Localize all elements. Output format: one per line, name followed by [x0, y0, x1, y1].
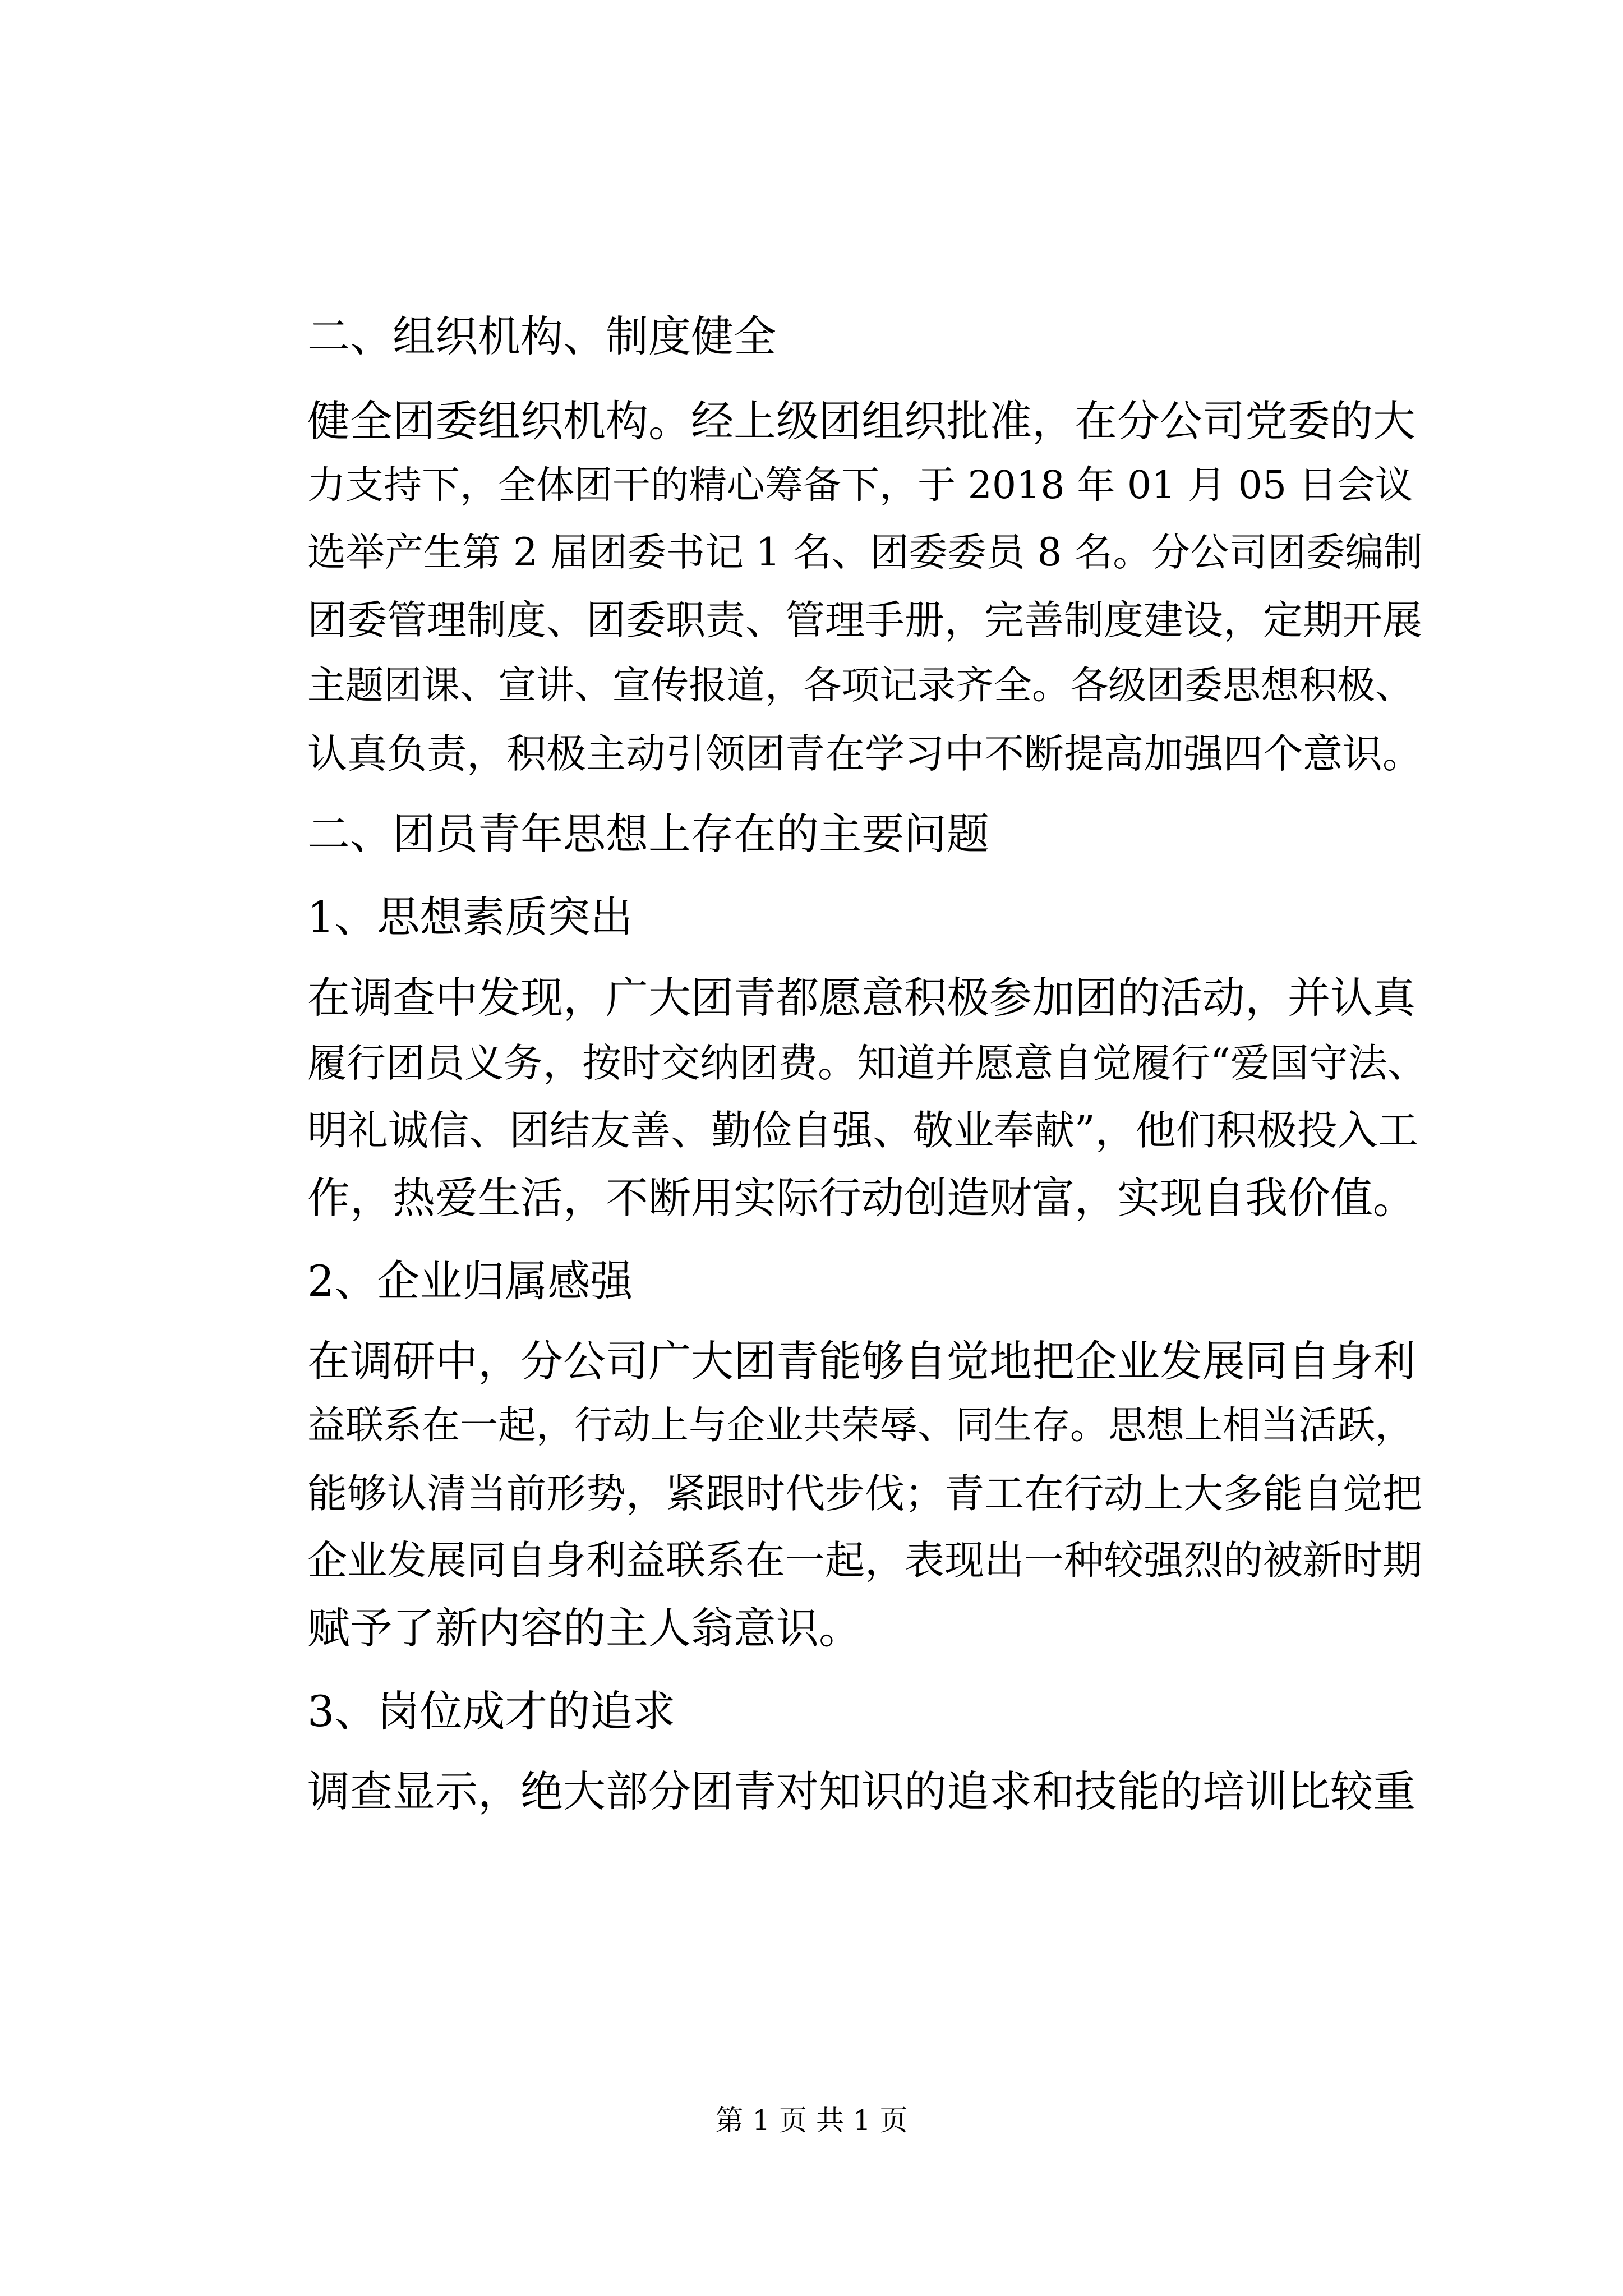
paragraph-line: 团委管理制度、团委职责、管理手册，完善制度建设，定期开展	[307, 597, 1423, 643]
paragraph-line: 益联系在一起，行动上与企业共荣辱、同生存。思想上相当活跃，	[307, 1404, 1414, 1448]
subheading-belonging: 2、企业归属感强	[307, 1256, 633, 1306]
paragraph-line: 力支持下，全体团干的精心筹备下，于 2018 年 01 月 05 日会议	[307, 463, 1413, 508]
paragraph-line: 在调查中发现，广大团青都愿意积极参加团的活动，并认真	[307, 973, 1415, 1023]
paragraph-line: 企业发展同自身利益联系在一起，表现出一种较强烈的被新时期	[307, 1537, 1423, 1584]
paragraph-line: 认真负责，积极主动引领团青在学习中不断提高加强四个意识。	[307, 730, 1423, 777]
page-number-footer: 第 1 页 共 1 页	[715, 2104, 908, 2137]
paragraph-line: 选举产生第 2 届团委书记 1 名、团委委员 8 名。分公司团委编制	[307, 530, 1423, 575]
paragraph-line: 健全团委组织机构。经上级团组织批准，在分公司党委的大	[307, 396, 1415, 446]
subheading-career: 3、岗位成才的追求	[307, 1686, 676, 1736]
paragraph-line: 在调研中，分公司广大团青能够自觉地把企业发展同自身利	[307, 1336, 1415, 1386]
paragraph-line: 履行团员义务，按时交纳团费。知道并愿意自觉履行“爱国守法、	[307, 1040, 1427, 1086]
paragraph-line: 作，热爱生活，不断用实际行动创造财富，实现自我价值。	[307, 1173, 1415, 1223]
paragraph-line: 主题团课、宣讲、宣传报道，各项记录齐全。各级团委思想积极、	[307, 664, 1414, 708]
section-heading-problems: 二、团员青年思想上存在的主要问题	[307, 809, 989, 859]
paragraph-line: 明礼诚信、团结友善、勤俭自强、敬业奉献”，他们积极投入工	[307, 1107, 1418, 1154]
paragraph-line: 赋予了新内容的主人翁意识。	[307, 1603, 861, 1653]
section-heading-organization: 二、组织机构、制度健全	[307, 311, 776, 361]
paragraph-line: 能够认清当前形势，紧跟时代步伐；青工在行动上大多能自觉把	[307, 1470, 1423, 1517]
paragraph-line: 调查显示，绝大部分团青对知识的追求和技能的培训比较重	[307, 1766, 1415, 1816]
subheading-ideology: 1、思想素质突出	[307, 892, 633, 942]
